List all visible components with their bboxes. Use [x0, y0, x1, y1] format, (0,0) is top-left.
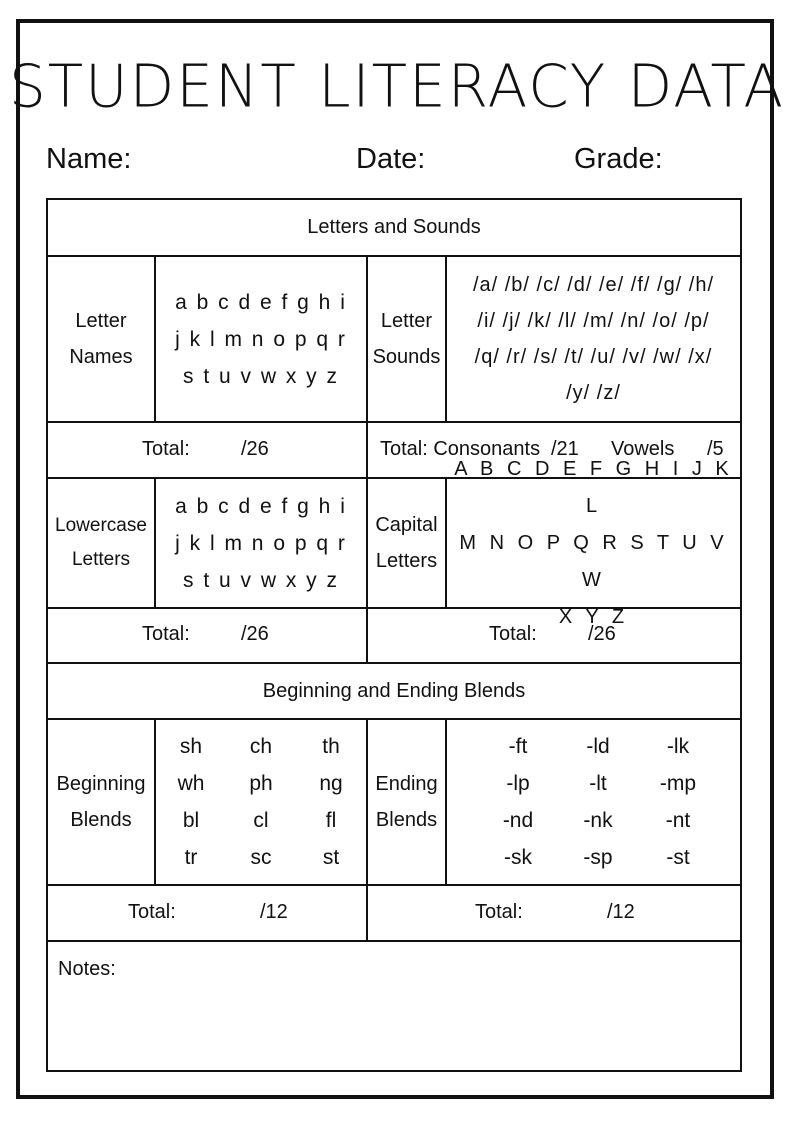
ending-blends-label-line1: Ending: [375, 773, 438, 795]
beginning-blends-label-line2: Blends: [70, 809, 132, 831]
blend-item: -lt: [589, 772, 607, 795]
section-heading-blends: Beginning and Ending Blends: [262, 679, 526, 702]
divider: [48, 940, 740, 942]
notes-label: Notes:: [58, 958, 116, 980]
lowercase-letters-label: [48, 479, 154, 607]
total-label: Total:: [128, 901, 176, 923]
total-label: Total:: [475, 901, 523, 923]
lowercase-label-line1: Lowercase: [55, 515, 147, 536]
date-label: Date:: [356, 143, 426, 175]
blend-item: ph: [249, 772, 273, 795]
lowercase-letters-list: [156, 479, 366, 607]
letter-names-label: [48, 257, 154, 421]
blend-item: fl: [325, 809, 337, 832]
letter-names-row: s t u v w x y z: [182, 364, 340, 388]
blend-item: -lk: [666, 735, 690, 758]
blend-item: -lp: [506, 772, 530, 795]
blend-item: th: [322, 735, 340, 758]
literacy-table: [46, 198, 742, 1072]
vowels-label: Vowels: [611, 438, 675, 460]
ending-blends-total: [368, 886, 740, 940]
ending-blends-label-line2: Blends: [375, 809, 438, 831]
lowercase-row: j k l m n o p q r: [175, 531, 347, 555]
letter-sounds-list: [447, 257, 740, 421]
capital-total: [368, 609, 740, 662]
capital-row: A B C D E F G H I J K L: [454, 457, 733, 517]
blend-item: cl: [253, 809, 269, 832]
blend-item: st: [322, 846, 340, 869]
name-label: Name:: [46, 143, 132, 175]
lowercase-total: [48, 609, 366, 662]
letter-sounds-row: /q/ /r/ /s/ /t/ /u/ /v/ /w/ /x/: [474, 346, 713, 368]
blend-item: wh: [177, 772, 205, 795]
lowercase-row: s t u v w x y z: [182, 568, 340, 592]
total-denominator: /26: [241, 623, 269, 645]
blend-item: tr: [184, 846, 198, 869]
blend-item: -sk: [504, 846, 532, 869]
blend-item: ng: [319, 772, 343, 795]
capital-letters-list: [447, 457, 740, 628]
beginning-blends-list: [156, 728, 366, 876]
section-heading-letters-sounds: Letters and Sounds: [307, 216, 481, 238]
total-label: Total:: [489, 623, 537, 645]
blend-item: sh: [179, 735, 203, 758]
consonants-total-label: Total: Consonants: [380, 438, 541, 460]
capital-letters-label: [368, 479, 445, 607]
consonants-denominator: /21: [551, 438, 579, 460]
lowercase-label-line2: Letters: [71, 549, 131, 570]
lowercase-row: a b c d e f g h i: [175, 494, 347, 518]
capital-row: M N O P Q R S T U V W: [459, 531, 728, 591]
capital-row: X Y Z: [558, 605, 629, 628]
total-label: Total:: [142, 438, 190, 460]
letter-names-total: [48, 423, 366, 477]
total-denominator: /26: [241, 438, 269, 460]
ending-blends-label: [368, 720, 445, 884]
letter-names-label-line2: Names: [69, 346, 133, 368]
letter-sounds-row: /a/ /b/ /c/ /d/ /e/ /f/ /g/ /h/: [472, 274, 715, 296]
blend-item: ch: [249, 735, 273, 758]
total-denominator: /26: [588, 623, 616, 645]
blend-item: -nk: [583, 809, 613, 832]
capital-label-line2: Letters: [375, 550, 438, 572]
blend-item: -mp: [659, 772, 697, 795]
beginning-blends-total: [48, 886, 366, 940]
blend-item: -nt: [665, 809, 691, 832]
letter-sounds-label-line1: Letter: [380, 310, 433, 332]
letter-names-list: [156, 257, 366, 421]
letter-sounds-row: /i/ /j/ /k/ /l/ /m/ /n/ /o/ /p/: [477, 310, 710, 332]
beginning-blends-label-line1: Beginning: [56, 773, 146, 795]
capital-label-line1: Capital: [375, 514, 438, 536]
letter-sounds-row: /y/ /z/: [566, 382, 621, 404]
total-denominator: /12: [260, 901, 288, 923]
blend-item: bl: [182, 809, 200, 832]
page-title: STUDENT LITERACY DATA: [8, 51, 786, 121]
blend-item: -sp: [583, 846, 613, 869]
letter-names-row: a b c d e f g h i: [175, 290, 347, 314]
blend-item: -st: [666, 846, 690, 869]
total-denominator: /12: [607, 901, 635, 923]
blend-item: -nd: [502, 809, 534, 832]
blend-item: -ft: [508, 735, 528, 758]
blend-item: sc: [250, 846, 272, 869]
ending-blends-list: [478, 728, 718, 876]
divider: [445, 718, 447, 886]
letter-names-row: j k l m n o p q r: [175, 327, 347, 351]
grade-label: Grade:: [574, 143, 663, 175]
vowels-denominator: /5: [707, 438, 724, 460]
beginning-blends-label: [48, 720, 154, 884]
total-label: Total:: [142, 623, 190, 645]
letter-sounds-label: [368, 257, 445, 421]
blend-item: -ld: [586, 735, 610, 758]
letter-names-label-line1: Letter: [75, 310, 127, 332]
letter-sounds-label-line2: Sounds: [372, 346, 441, 368]
